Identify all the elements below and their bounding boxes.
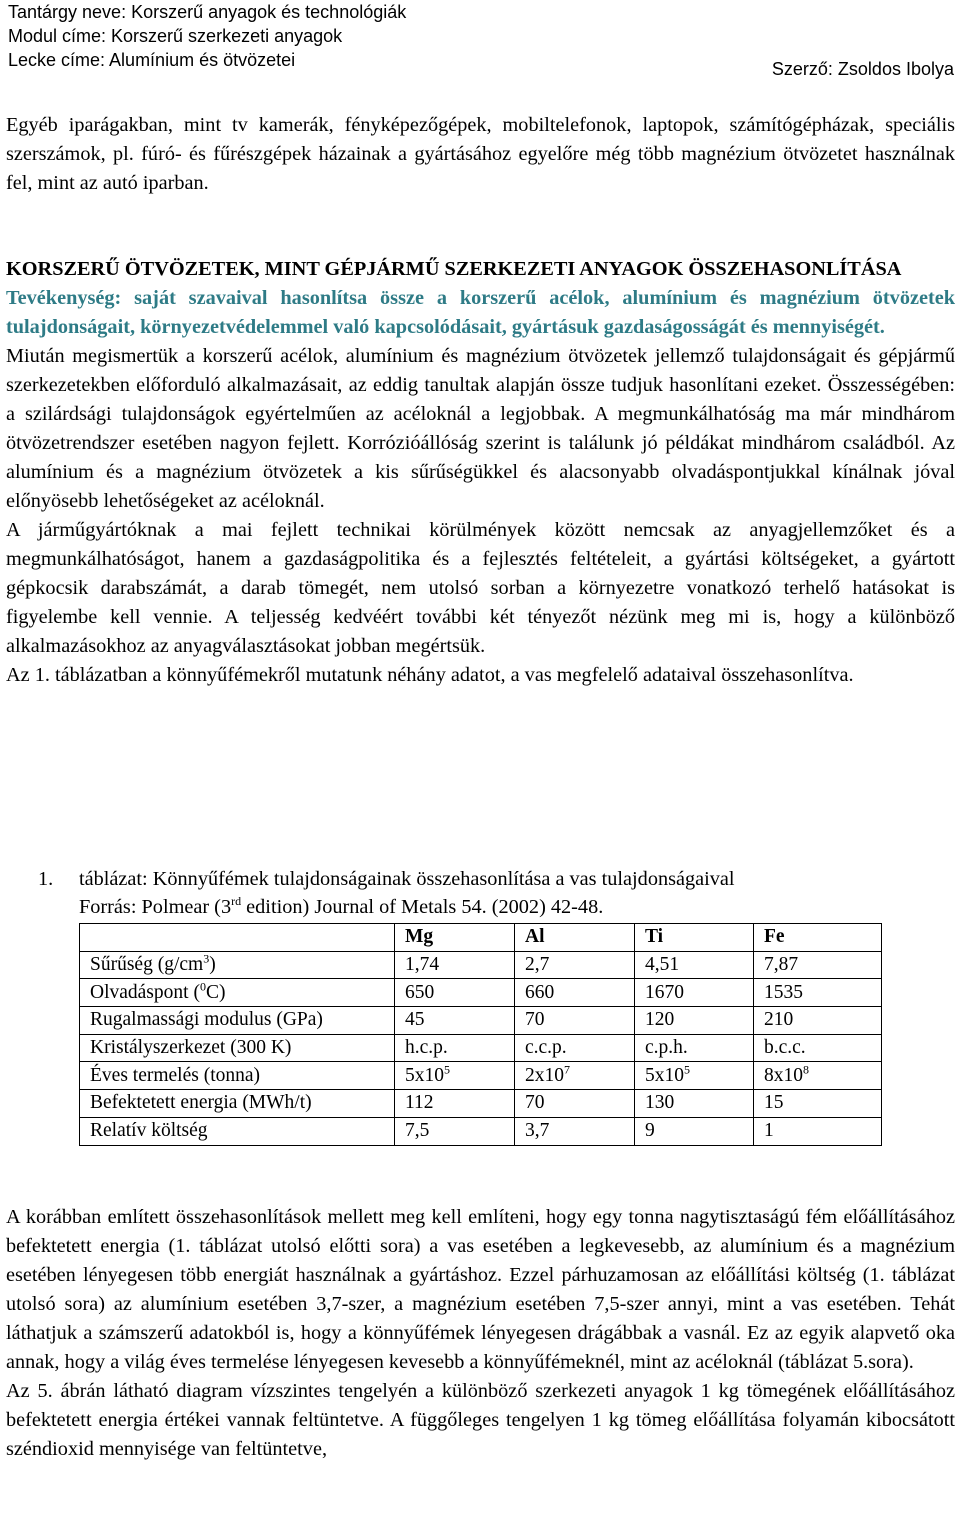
table-cell: 660 bbox=[515, 979, 635, 1007]
after-table-block bbox=[6, 1203, 955, 1464]
table-cell: 70 bbox=[515, 1090, 635, 1118]
activity-text: Tevékenység: saját szavaival hasonlítsa össze a korszerű acélok, alumínium és magnézium ötvözetek tulajdonságait, környezetvédelemmel való kapcsolódásait, gyártásuk gazdaságosságát és mennyiségét. bbox=[6, 287, 955, 338]
paragraph-4: A korábban említett összehasonlítások mellett meg kell említeni, hogy egy tonna nagytisztaságú fém előállításához befektetett energia (1. táblázat utolsó előtti sora) a vas esetében a legkevesebb, az alumínium és a magnézium esetében lényegesen több energiát használnak a gyártáshoz. Ezzel párhuzamosan az előállítási költség (1. táblázat utolsó sora) az alumínium esetében 3,7-szer, a magnézium esetében 7,5-szer annyi, mint a vas esetében. Tehát láthatjuk a számszerű adatokból is, hogy a könnyűfémek lényegesen drágábbak a vasnál. Ez az egyik alapvető oka annak, hogy a világ éves termelése lényegesen kevesebb a könnyűfémeknél, mint az acéloknál (táblázat 5.sora). bbox=[6, 1206, 955, 1373]
table-caption bbox=[38, 865, 735, 921]
table-row bbox=[80, 1117, 882, 1145]
table-row bbox=[80, 979, 882, 1007]
table-row bbox=[80, 951, 882, 979]
header-cell-fe: Fe bbox=[754, 924, 882, 952]
table-row bbox=[80, 1090, 882, 1118]
table-cell: c.p.h. bbox=[635, 1034, 754, 1062]
table-cell: h.c.p. bbox=[395, 1034, 515, 1062]
table-cell: 1 bbox=[754, 1117, 882, 1145]
table-cell: 15 bbox=[754, 1090, 882, 1118]
section-title: KORSZERŰ ÖTVÖZETEK, MINT GÉPJÁRMŰ SZERKEZETI ANYAGOK ÖSSZEHASONLÍTÁSA bbox=[6, 258, 902, 280]
table-cell: b.c.c. bbox=[754, 1034, 882, 1062]
caption-source: Forrás: Polmear (3rd edition) Journal of Metals 54. (2002) 42-48. bbox=[79, 894, 604, 918]
table-row bbox=[80, 1062, 882, 1090]
intro-text: Egyéb iparágakban, mint tv kamerák, fényképezőgépek, mobiltelefonok, laptopok, számítógépházak, speciális szerszámok, pl. fúró- és fűrészgépek házainak a gyártásához egyelőre még több magnézium ötvözetet használnak fel, mint az autó iparban. bbox=[6, 114, 955, 194]
table-body bbox=[80, 951, 882, 1145]
table-cell: $2x10^7$ bbox=[515, 1062, 635, 1090]
table-cell: $8x10^8$ bbox=[754, 1062, 882, 1090]
row-label: Rugalmassági modulus (GPa) bbox=[80, 1007, 395, 1035]
table-cell: 70 bbox=[515, 1007, 635, 1035]
paragraph-3: Az 1. táblázatban a könnyűfémekről mutatunk néhány adatot, a vas megfelelő adataival összehasonlítva. bbox=[6, 664, 854, 686]
paragraph-2: A járműgyártóknak a mai fejlett technikai körülmények között nemcsak az anyagjellemzőket és a megmunkálhatóságot, hanem a gazdaságpolitika és a fejlesztés feltételeit, a gyártási költségeket, a gyártott gépkocsik darabszámát, a darab tömegét, nem utolsó sorban a környezetre vonatkozó terhelő hatásokat is figyelembe kell vennie. A teljesség kedvéért további két tényezőt nézünk meg mi is, hogy a különböző alkalmazásokhoz az anyagválasztásokat jobban megértsük. bbox=[6, 519, 955, 657]
caption-number: 1. bbox=[38, 868, 54, 890]
paragraph-5: Az 5. ábrán látható diagram vízszintes tengelyén a különböző szerkezeti anyagok 1 kg tömegének előállításához befektetett energia értékei vannak feltüntetve. A függőleges tengelyen 1 kg tömeg előállítása folyamán kibocsátott széndioxid mennyisége van feltüntetve, bbox=[6, 1380, 955, 1460]
table-cell: 1,74 bbox=[395, 951, 515, 979]
row-label: Éves termelés (tonna) bbox=[80, 1062, 395, 1090]
header-cell-ti: Ti bbox=[635, 924, 754, 952]
header-cell bbox=[80, 924, 395, 952]
table-cell: 2,7 bbox=[515, 951, 635, 979]
table-cell: 1535 bbox=[754, 979, 882, 1007]
table-row bbox=[80, 1034, 882, 1062]
table-cell: 4,51 bbox=[635, 951, 754, 979]
table-cell: 120 bbox=[635, 1007, 754, 1035]
table-cell: 650 bbox=[395, 979, 515, 1007]
page-header bbox=[8, 0, 954, 79]
row-label: Olvadáspont ($^0$C) bbox=[80, 979, 395, 1007]
row-label: Befektetett energia (MWh/t) bbox=[80, 1090, 395, 1118]
subject-line: Tantárgy neve: Korszerű anyagok és technológiák bbox=[8, 2, 407, 22]
table-cell: $5x10^5$ bbox=[635, 1062, 754, 1090]
row-label: Relatív költség bbox=[80, 1117, 395, 1145]
intro-paragraph bbox=[6, 111, 955, 198]
table-cell: 45 bbox=[395, 1007, 515, 1035]
table-cell: 7,87 bbox=[754, 951, 882, 979]
paragraph-1: Miután megismertük a korszerű acélok, alumínium és magnézium ötvözetek jellemző tulajdonságait és gépjármű szerkezetekben előforduló alkalmazásait, az eddig tanultak alapján össze tudjuk hasonlítani ezeket. Összességében: a szilárdsági tulajdonságok egyértelműen az acéloknál a legjobbak. A megmunkálhatóság ma már mindhárom ötvözetrendszer esetében nagyon fejlett. Korrózióállóság szerint is találunk jó példákat mindhárom családból. Az alumínium és a magnézium ötvözetek a kis sűrűségükkel és alacsonyabb olvadáspontjukkal kínálnak jóval előnyösebb lehetőségeket az acéloknál. bbox=[6, 345, 955, 512]
header-cell-al: Al bbox=[515, 924, 635, 952]
table-cell: $5x10^5$ bbox=[395, 1062, 515, 1090]
table-cell: 1670 bbox=[635, 979, 754, 1007]
row-label: Kristályszerkezet (300 K) bbox=[80, 1034, 395, 1062]
header-cell-mg: Mg bbox=[395, 924, 515, 952]
table-cell: 3,7 bbox=[515, 1117, 635, 1145]
table-cell: 130 bbox=[635, 1090, 754, 1118]
caption-title: táblázat: Könnyűfémek tulajdonságainak összehasonlítása a vas tulajdonságaival bbox=[79, 868, 735, 890]
table-cell: 210 bbox=[754, 1007, 882, 1035]
row-label: Sűrűség $(g/cm^3)$ bbox=[80, 951, 395, 979]
table-cell: 9 bbox=[635, 1117, 754, 1145]
table-header-row bbox=[80, 924, 882, 952]
author-line: Szerző: Zsoldos Ibolya bbox=[771, 59, 954, 79]
table-cell: 112 bbox=[395, 1090, 515, 1118]
comparison-table bbox=[79, 923, 882, 1146]
lesson-line: Lecke címe: Alumínium és ötvözetei bbox=[8, 50, 296, 70]
table-cell: 7,5 bbox=[395, 1117, 515, 1145]
table-cell: c.c.p. bbox=[515, 1034, 635, 1062]
module-line: Modul címe: Korszerű szerkezeti anyagok bbox=[8, 26, 343, 46]
section-block bbox=[6, 255, 955, 690]
table-row bbox=[80, 1007, 882, 1035]
